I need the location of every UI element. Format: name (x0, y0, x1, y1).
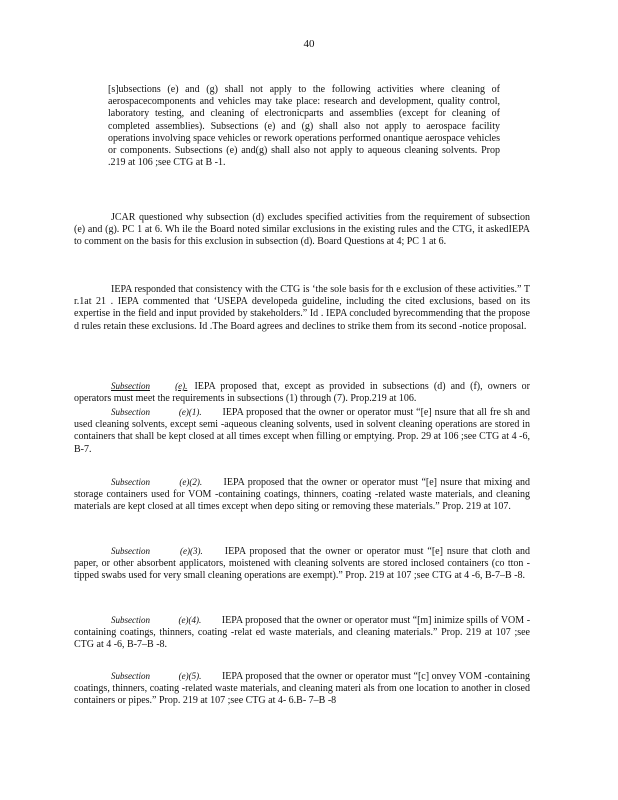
paragraph-iepa-response: IEPA responded that consistency with the CTG is ‘the sole basis for th e exclusion of these activities.” T r.1at 21 . IEPA commented that ‘USEPA developeda guideline, including the cited exclusions, based on its expertise in the field and input provided by stakeholders.” Id . IEPA concluded byrecommending that the propose d rules retain these exclusions. Id .The Board agrees and declines to strike them from its second -notice proposal. (74, 284, 530, 332)
subsection-e5-paragraph (74, 670, 530, 708)
subsection-e4-paragraph (74, 614, 530, 652)
subsection-text: IEPA proposed that the owner or operator must “[e] nsure that cloth and paper, or other absorbent applicators, moistened with cleaning solvents are stored inclosed containers (co tton -tipped swabs used for very small cleaning operations are exempt).” Prop. 219 at 107 ;see CTG at 4 -6, B-7–B -8. (74, 546, 531, 582)
subsection-e2-paragraph (74, 476, 530, 514)
subsection-text: IEPA proposed that the owner or operator must “[m] inimize spills of VOM -containing coatings, thinners, coating -relat ed waste materials, and cleaning materials.” Prop. 219 at 107 ;see CTG at 4 -6, B-7–B -8. (74, 615, 531, 651)
paragraph-jcar-question: JCAR questioned why subsection (d) excludes specified activities from the requirement of subsection (e) and (g). PC 1 at 6. Wh ile the Board noted similar exclusions in the existing rules and the CTG, it askedIEPA to comment on the basis for this exclusion in subsection (d). Board Questions at 4; PC 1 at 6. (74, 212, 530, 248)
subsection-text: IEPA proposed that the owner or operator must “[e] nsure that all fre sh and used cleaning solvents, except semi -aqueous cleaning solvents, used in solvent cleaning operations are stored in containers that shall be kept closed at all times except when filling or emptying. Prop. 29 at 106 ;see CTG at 4 -6, B-7. (74, 407, 531, 455)
subsection-number: (e). (175, 381, 188, 391)
subsection-label: Subsection (111, 477, 150, 487)
subsection-number: (e)(5). (178, 671, 202, 681)
subsection-e1-paragraph (74, 406, 530, 456)
subsection-number: (e)(1). (178, 407, 202, 417)
subsection-number: (e)(4). (178, 615, 202, 625)
subsection-e3-paragraph (74, 545, 530, 583)
subsection-e-paragraph (74, 380, 530, 405)
subsection-text: IEPA proposed that the owner or operator must “[c] onvey VOM -containing coatings, thinners, coating -related waste materials, and cleaning materi als from one location to another in closed containers or pipes.” Prop. 219 at 107 ;see CTG at 4- 6.B- 7–B -8 (74, 671, 530, 707)
subsection-label: Subsection (111, 381, 150, 391)
subsection-text: IEPA proposed that, except as provided in subsections (d) and (f), owners or operators must meet the requirements in subsections (1) through (7). Prop.219 at 106. (74, 381, 531, 405)
subsection-text: IEPA proposed that the owner or operator must “[e] nsure that mixing and storage containers used for VOM -containing coatings, thinners, coating -related waste materials, and cleaning materials are kept closed at all times except when depo siting or removing these materials.” Prop. 219 at 107. (74, 477, 531, 513)
subsection-number: (e)(2). (179, 477, 203, 487)
page-number: 40 (303, 38, 315, 50)
subsection-label: Subsection (111, 546, 150, 556)
subsection-label: Subsection (111, 671, 150, 681)
subsection-label: Subsection (111, 615, 150, 625)
subsection-number: (e)(3). (180, 546, 203, 556)
quoted-rule-text: [s]ubsections (e) and (g) shall not apply to the following activities where cleaning of aerospacecomponents and vehicles may take place: research and development, quality control, laboratory testing, and cleaning of electronicparts and assemblies (except for cleaning of completed assemblies). Subsections (e) and (g) shall also not apply to aerospace facility operations involving space vehicles or rework operations performed onantique aerospace vehicles or components. Subsections (e) and(g) shall also not apply to aqueous cleaning solvents. Prop .219 at 106 ;see CTG at B -1. (108, 84, 500, 169)
subsection-label: Subsection (111, 407, 150, 417)
